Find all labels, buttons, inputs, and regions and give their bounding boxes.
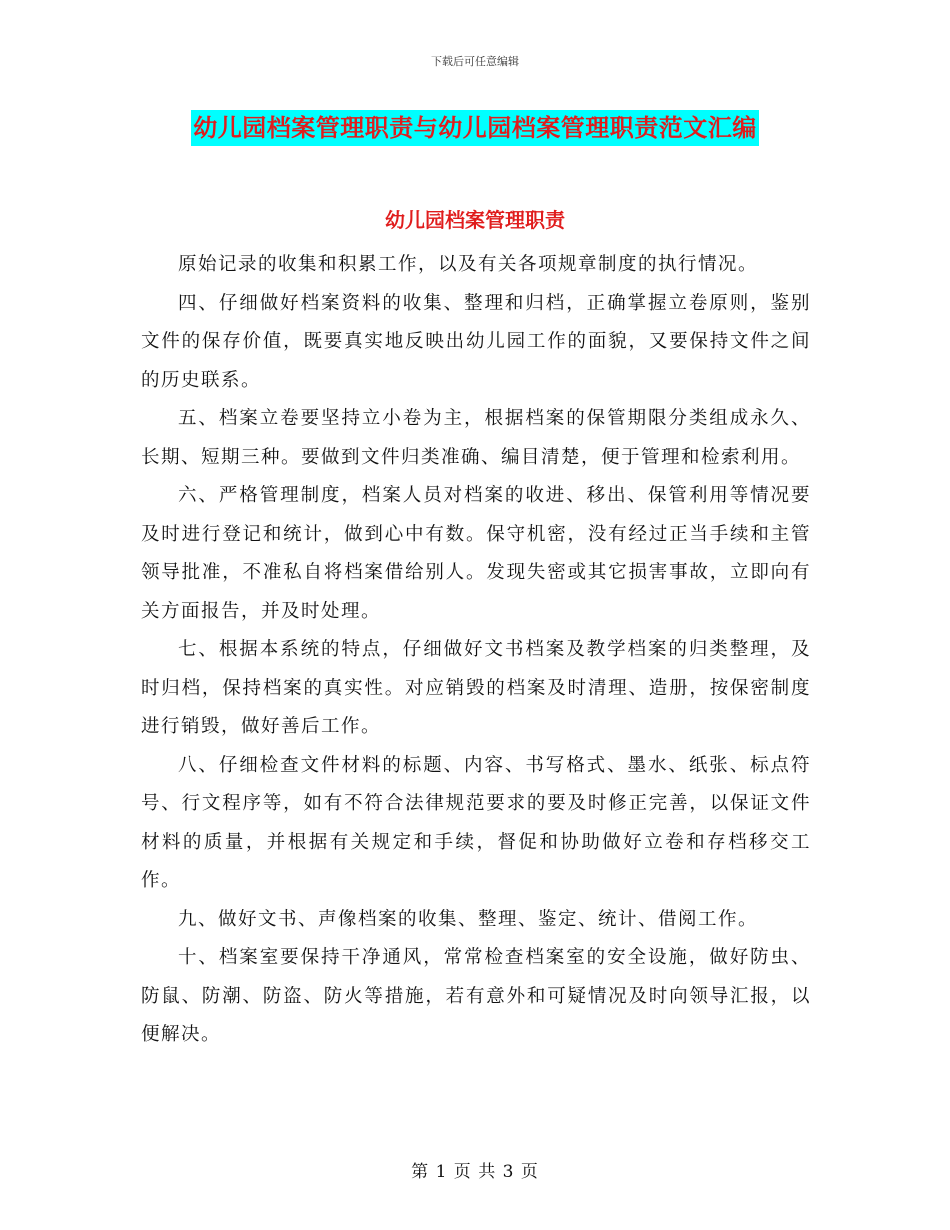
paragraph: 四、仔细做好档案资料的收集、整理和归档，正确掌握立卷原则，鉴别文件的保存价值，既要真实地反映出幼儿园工作的面貌，又要保持文件之间的历史联系。 <box>141 292 811 391</box>
paragraph: 七、根据本系统的特点，仔细做好文书档案及教学档案的归类整理，及时归档，保持档案的真实性。对应销毁的档案及时清理、造册，按保密制度进行销毁，做好善后工作。 <box>141 639 811 737</box>
paragraph: 九、做好文书、声像档案的收集、整理、鉴定、统计、借阅工作。 <box>178 908 759 930</box>
paragraph: 五、档案立卷要坚持立小卷为主，根据档案的保管期限分类组成永久、长期、短期三种。要做到文件归类准确、编目清楚，便于管理和检索利用。 <box>141 408 811 468</box>
title-wrap <box>0 110 950 146</box>
paragraph: 原始记录的收集和积累工作，以及有关各项规章制度的执行情况。 <box>178 254 759 275</box>
paragraph: 十、档案室要保持干净通风，常常检查档案室的安全设施，做好防虫、防鼠、防潮、防盗、防火等措施，若有意外和可疑情况及时向领导汇报，以便解决。 <box>141 947 811 1045</box>
paragraph: 六、严格管理制度，档案人员对档案的收进、移出、保管利用等情况要及时进行登记和统计，做到心中有数。保守机密，没有经过正当手续和主管领导批准，不准私自将档案借给别人。发现失密或其它损害事故，立即向有关方面报告，并及时处理。 <box>141 485 811 622</box>
document-title: 幼儿园档案管理职责与幼儿园档案管理职责范文汇编 <box>191 110 759 146</box>
page-header: 下载后可任意编辑 <box>431 55 519 68</box>
section-title: 幼儿园档案管理职责 <box>385 208 565 232</box>
page-footer: 第 1 页 共 3 页 <box>411 1162 539 1182</box>
document-body <box>141 246 811 1055</box>
paragraph: 八、仔细检查文件材料的标题、内容、书写格式、墨水、纸张、标点符号、行文程序等，如有不符合法律规范要求的要及时修正完善，以保证文件材料的质量，并根据有关规定和手续，督促和协助做好立卷和存档移交工作。 <box>141 754 811 891</box>
